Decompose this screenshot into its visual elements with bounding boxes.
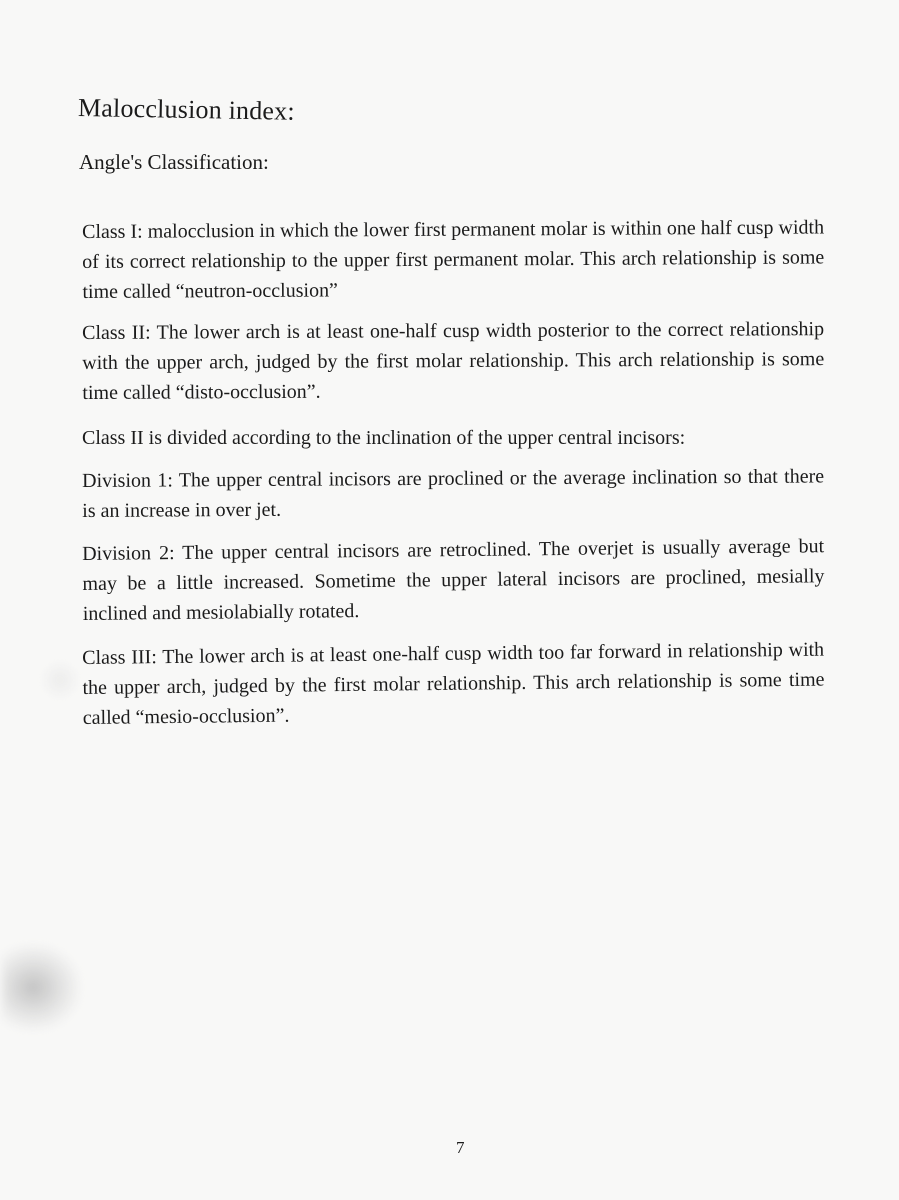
paragraph-class-2: Class II: The lower arch is at least one-half cusp width posterior to the correct relationship with the upper arch, judged by the first molar relationship. This arch relationship is some time called “disto-occlusion”.: [82, 318, 825, 404]
page-title: Malocclusion index:: [77, 93, 296, 126]
section-subheading: Angle's Classification:: [79, 150, 269, 174]
page-number: 7: [456, 1138, 465, 1157]
paragraph-class-3: Class III: The lower arch is at least one-half cusp width too far forward in relationship with the upper arch, judged by the first molar relationship. This arch relationship is some time called “mesio-occlusion”.: [82, 638, 825, 729]
paragraph-class-1: Class I: malocclusion in which the lower first permanent molar is within one half cusp width of its correct relationship to the upper first permanent molar. This arch relationship is some time called “neutron-occlusion”: [82, 216, 825, 303]
scan-smudge-faint: [40, 660, 80, 700]
paragraph-division-2: Division 2: The upper central incisors are retroclined. The overjet is usually average but may be a little increased. Sometime the upper lateral incisors are proclined, mesially inclined and mesiolabially rotated.: [82, 535, 825, 625]
paragraph-class-2-divisions: Class II is divided according to the inclination of the upper central incisors:: [82, 427, 686, 449]
scan-smudge: [2, 945, 80, 1030]
paragraph-division-1: Division 1: The upper central incisors are proclined or the average inclination so that there is an increase in over jet.: [82, 465, 825, 522]
